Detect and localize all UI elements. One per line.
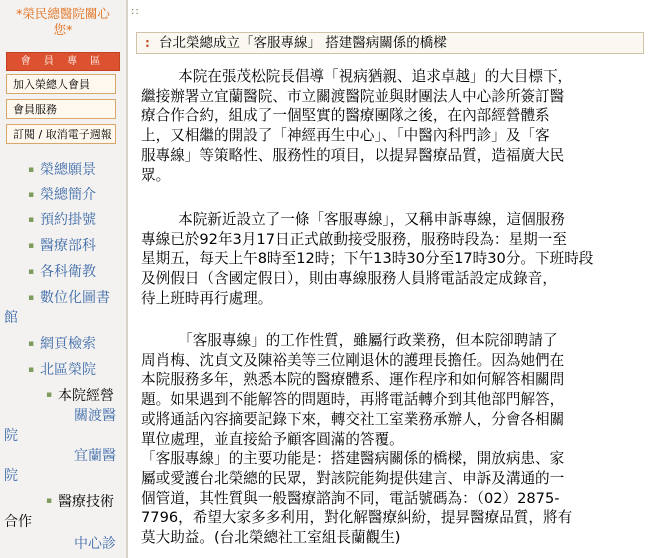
sidebar-divider [126,0,128,558]
paragraph-line: 7796，希望大家多多利用，對化解醫療糾紛，提昇醫療品質，將有 [141,509,573,527]
paragraph-line: 本院服務多年，熟悉本院的醫療體系、運作程序和如何解答相關問 [141,371,565,389]
article-paragraph-3 [141,331,641,548]
nav-label: 榮總願景 [40,162,96,178]
nav-label: 各科衛教 [40,264,96,280]
nav-label: 預約掛號 [40,212,96,228]
bullet-icon: ▪ [28,339,35,349]
sub-nav-guandu[interactable]: 關渡醫 [74,408,116,424]
nav-label-wrap[interactable]: 館 [4,310,18,326]
top-marker: :: [131,6,140,17]
paragraph-line: 待上班時再行處理。 [141,289,273,307]
sub-nav-yilan-wrap[interactable]: 院 [4,468,18,484]
join-member-link[interactable]: 加入榮總人會員 [6,74,116,94]
member-service-link[interactable]: 會員服務 [6,99,116,119]
sub-nav-medtech-wrap[interactable]: 合作 [4,514,32,530]
sub-bullet-icon: ▪ [46,390,53,400]
article-paragraph-2 [141,210,641,309]
bullet-icon: ▪ [28,215,35,225]
paragraph-line: 療合作合約，組成了一個堅實的醫療團隊之後，在內部經營體系 [141,107,550,125]
paragraph-line: 題。如果遇到不能解答的問題時，再將電話轉介到其他部門解答， [141,391,565,409]
paragraph-line: 服專線」等策略性、服務性的項目，以提昇醫療品質，造福廣大民 [141,146,565,164]
paragraph-line: 本院新近設立了一條「客服專線」，又稱申訴專線，這個服務 [141,211,565,228]
bullet-icon: ▪ [28,165,35,175]
nav-label: 數位化圖書 [40,290,110,306]
site-title-line1: *榮民總醫院關心 [16,6,110,21]
paragraph-line: 周肖梅、沈貞文及陳裕美等三位剛退休的護理長擔任。因為她們在 [141,351,565,369]
paragraph-line: 或將通話內容摘要記錄下來，轉交社工室業務承辦人，分會各相關 [141,410,565,428]
sub-nav-medtech[interactable]: 醫療技術 [58,494,114,510]
paragraph-line: 眾。 [141,166,171,184]
sub-nav-label[interactable]: 本院經營 [58,388,114,404]
article-paragraph-1 [141,67,641,185]
paragraph-line: 屬或愛護台北榮總的民眾，對該院能夠提供建言、申訴及溝通的一 [141,469,565,487]
nav-label: 醫療部科 [40,238,96,254]
paragraph-line: 「客服專線」的工作性質，雖屬行政業務，但本院卻聘請了 [141,332,558,349]
paragraph-line: 「客服專線」的主要功能是：搭建醫病關係的橋樑，開放病患、家 [141,450,565,468]
sub-nav-guandu-wrap[interactable]: 院 [4,428,18,444]
bullet-icon: ▪ [28,365,35,375]
paragraph-line: 及例假日（含國定假日），則由專線服務人員將電話設定成錄音， [141,270,557,288]
sidebar [0,0,126,558]
paragraph-line: 繼接辦署立宜蘭醫院、市立關渡醫院並與財團法人中心診所簽訂醫 [141,87,565,105]
sub-bullet-icon: ▪ [46,496,53,506]
nav-label: 網頁檢索 [40,336,96,352]
title-marker: : [145,36,150,50]
paragraph-line: 莫大助益。(台北榮總社工室組長蘭觀生) [141,529,401,547]
bullet-icon: ▪ [28,267,35,277]
paragraph-line: 個管道，其性質與一般醫療諮詢不同，電話號碼為：（02）2875- [141,489,560,507]
article-title: 台北榮總成立「客服專線」 搭建醫病關係的橋樑 [159,35,447,51]
bullet-icon: ▪ [28,190,35,200]
nav-label: 北區榮院 [40,362,96,378]
site-title-line2: 您* [53,22,73,37]
member-area-header: 會 員 專 區 [6,52,120,71]
bullet-icon: ▪ [28,241,35,251]
bullet-icon: ▪ [28,293,35,303]
sub-nav-center-clinic[interactable]: 中心診 [74,536,116,552]
paragraph-line: 星期五，每天上午8時至12時；下午13時30分至17時30分。下班時段 [141,250,594,268]
article-title-box [136,32,644,54]
paragraph-line: 本院在張茂松院長倡導「視病猶親、追求卓越」的大目標下， [141,68,573,85]
nav-label: 榮總簡介 [40,187,96,203]
paragraph-line: 單位處理，並直接給予顧客圓滿的答覆。 [141,430,404,448]
paragraph-line: 上，又相繼的開設了「神經再生中心」、「中醫內科門診」及「客 [141,127,550,145]
newsletter-subscribe-link[interactable]: 訂閱 / 取消電子週報 [6,124,116,144]
paragraph-line: 專線已於92年3月17日正式啟動接受服務，服務時段為：星期一至 [141,230,567,248]
site-title [0,6,126,38]
sub-nav-yilan[interactable]: 宜蘭醫 [74,448,116,464]
